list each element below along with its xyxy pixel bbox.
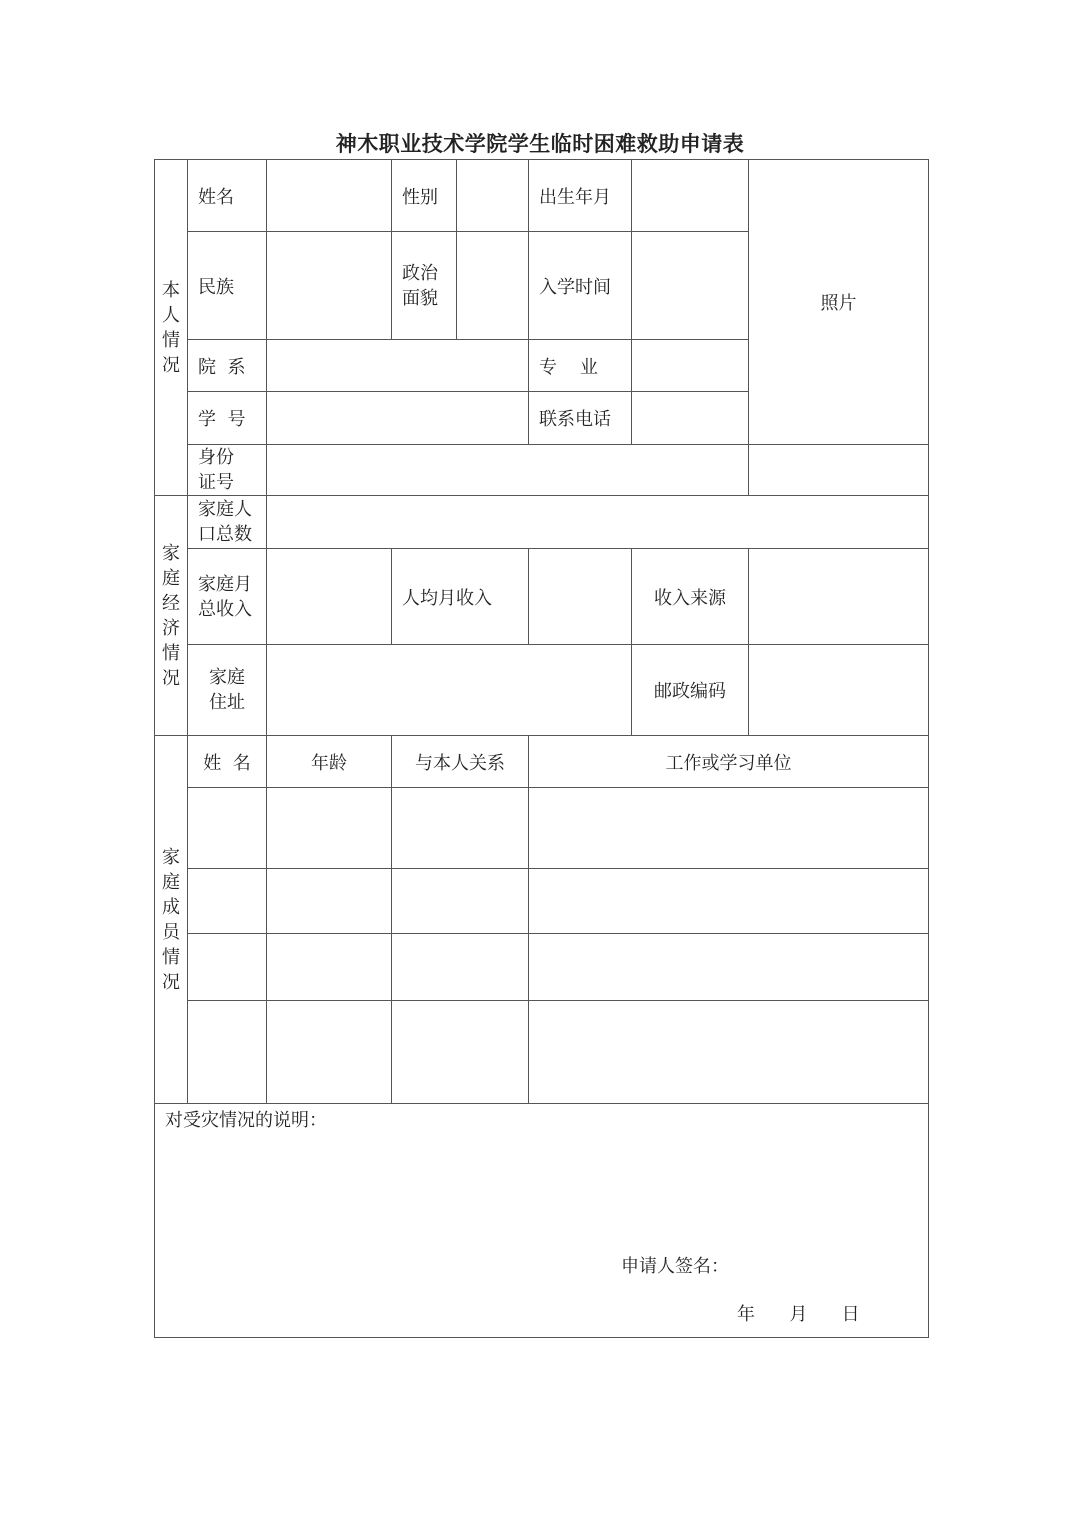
member-relation-field[interactable] <box>392 934 529 1001</box>
application-form-table <box>154 159 929 1338</box>
member-workplace-field[interactable] <box>529 869 929 934</box>
family-population-label: 家庭人 口总数 <box>188 496 267 549</box>
income-source-field[interactable] <box>749 549 929 645</box>
member-workplace-field[interactable] <box>529 788 929 869</box>
student-id-label: 学 号 <box>188 392 267 445</box>
home-address-label: 家庭 住址 <box>188 645 267 736</box>
member-name-field[interactable] <box>188 1001 267 1104</box>
applicant-signature-label: 申请人签名： <box>621 1256 729 1277</box>
member-name-field[interactable] <box>188 788 267 869</box>
date-label: 年 月 日 <box>737 1304 860 1325</box>
political-status-label: 政治 面貌 <box>392 232 457 340</box>
postcode-label: 邮政编码 <box>632 645 749 736</box>
name-field[interactable] <box>267 160 392 232</box>
birth-date-label: 出生年月 <box>529 160 632 232</box>
id-card-label: 身份 证号 <box>188 445 267 496</box>
member-relation-field[interactable] <box>392 788 529 869</box>
family-monthly-income-field[interactable] <box>267 549 392 645</box>
member-row <box>155 869 929 934</box>
student-id-field[interactable] <box>267 392 529 445</box>
per-capita-income-field[interactable] <box>529 549 632 645</box>
id-card-field[interactable] <box>267 445 749 496</box>
ethnicity-field[interactable] <box>267 232 392 340</box>
enrollment-date-label: 入学时间 <box>529 232 632 340</box>
photo-bottom-cell <box>749 445 929 496</box>
photo-box[interactable]: 照片 <box>749 160 929 445</box>
member-header-workplace: 工作或学习单位 <box>529 736 929 788</box>
home-address-field[interactable] <box>267 645 632 736</box>
gender-label: 性别 <box>392 160 457 232</box>
birth-date-field[interactable] <box>632 160 749 232</box>
ethnicity-label: 民族 <box>188 232 267 340</box>
major-field[interactable] <box>632 340 749 392</box>
major-label: 专 业 <box>529 340 632 392</box>
per-capita-income-label: 人均月收入 <box>392 549 529 645</box>
income-source-label: 收入来源 <box>632 549 749 645</box>
form-title: 神木职业技术学院学生临时困难救助申请表 <box>335 131 745 156</box>
disaster-description-area[interactable] <box>155 1104 929 1338</box>
member-relation-field[interactable] <box>392 1001 529 1104</box>
member-row <box>155 788 929 869</box>
member-row <box>155 934 929 1001</box>
member-header-name: 姓 名 <box>188 736 267 788</box>
member-name-field[interactable] <box>188 869 267 934</box>
member-header-relation: 与本人关系 <box>392 736 529 788</box>
member-age-field[interactable] <box>267 788 392 869</box>
enrollment-date-field[interactable] <box>632 232 749 340</box>
postcode-field[interactable] <box>749 645 929 736</box>
phone-label: 联系电话 <box>529 392 632 445</box>
member-row <box>155 1001 929 1104</box>
gender-field[interactable] <box>457 160 529 232</box>
section-label-family-members: 家 庭 成 员 情 况 <box>155 736 188 1104</box>
family-population-field[interactable] <box>267 496 929 549</box>
political-status-field[interactable] <box>457 232 529 340</box>
member-header-age: 年龄 <box>267 736 392 788</box>
member-age-field[interactable] <box>267 1001 392 1104</box>
member-workplace-field[interactable] <box>529 934 929 1001</box>
member-workplace-field[interactable] <box>529 1001 929 1104</box>
department-field[interactable] <box>267 340 529 392</box>
member-age-field[interactable] <box>267 934 392 1001</box>
member-age-field[interactable] <box>267 869 392 934</box>
section-label-family-economy: 家 庭 经 济 情 况 <box>155 496 188 736</box>
phone-field[interactable] <box>632 392 749 445</box>
section-label-personal: 本 人 情 况 <box>155 160 188 496</box>
member-name-field[interactable] <box>188 934 267 1001</box>
name-label: 姓名 <box>188 160 267 232</box>
department-label: 院 系 <box>188 340 267 392</box>
disaster-description-label: 对受灾情况的说明： <box>165 1110 327 1131</box>
member-relation-field[interactable] <box>392 869 529 934</box>
family-monthly-income-label: 家庭月 总收入 <box>188 549 267 645</box>
